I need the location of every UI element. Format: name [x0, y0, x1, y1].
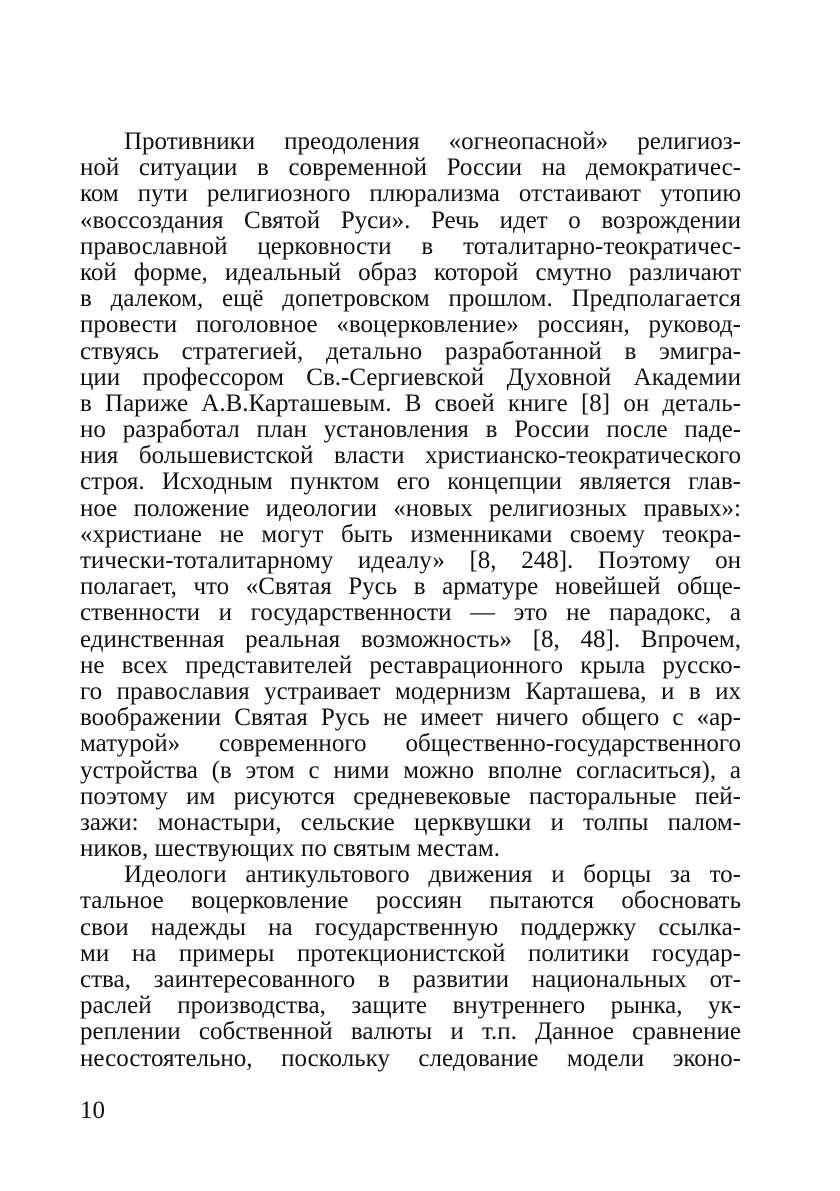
text-line: строя. Исходным пунктом его концепции является глав- — [80, 468, 741, 496]
text-line: не всех представителей реставрационного крыла русско- — [80, 651, 741, 679]
text-line: но разработал план установления в России после паде- — [80, 416, 741, 444]
text-line: устройства (в этом с ними можно вполне согласиться), а — [80, 756, 741, 784]
text-line: матурой» современного общественно-государственного — [80, 730, 741, 758]
text-line: ной ситуации в современной России на демократичес- — [80, 154, 741, 182]
text-line: в далеком, ещё допетровском прошлом. Предполагается — [80, 285, 741, 313]
text-line: ния большевистской власти христианско-теократического — [80, 442, 741, 470]
text-line: зажи: монастыри, сельские церквушки и толпы палом- — [80, 808, 741, 836]
text-line: ми на примеры протекционистской политики государ- — [80, 939, 741, 967]
text-line: го православия устраивает модернизм Карташева, и в их — [80, 677, 741, 705]
text-line: Идеологи антикультового движения и борцы за то- — [124, 861, 741, 889]
text-line: полагает, что «Святая Русь в арматуре новейшей обще- — [80, 573, 741, 601]
text-line: свои надежды на государственную поддержку ссылка- — [80, 913, 741, 941]
text-line: ции профессором Св.-Сергиевской Духовной Академии — [80, 363, 741, 391]
text-line: единственная реальная возможность» [8, 48]. Впрочем, — [80, 625, 741, 653]
text-line: реплении собственной валюты и т.п. Данное сравнение — [80, 1018, 741, 1046]
text-line: ственности и государственности — это не парадокс, а — [80, 599, 741, 627]
text-line: провести поголовное «воцерковление» россиян, руковод- — [80, 311, 741, 339]
text-line: «христиане не могут быть изменниками своему теокра- — [80, 520, 741, 548]
text-line: православной церковности в тоталитарно-теократичес- — [80, 232, 741, 260]
text-line: кой форме, идеальный образ которой смутно различают — [80, 258, 741, 286]
text-line: поэтому им рисуются средневековые пасторальные пей- — [80, 782, 741, 810]
text-line: ное положение идеологии «новых религиозных правых»: — [80, 494, 741, 522]
text-line: воображении Святая Русь не имеет ничего общего с «ар- — [80, 704, 741, 732]
page-number: 10 — [80, 1097, 105, 1124]
text-line: в Париже А.В.Карташевым. В своей книге [8] он деталь- — [80, 389, 741, 417]
page-body — [80, 129, 741, 1072]
text-line: Противники преодоления «огнеопасной» религиоз- — [124, 128, 741, 155]
text-line: тальное воцерковление россиян пытаются обосновать — [80, 887, 741, 915]
text-line: ников, шествующих по святым местам. — [80, 835, 500, 863]
text-line: ком пути религиозного плюрализма отстаивают утопию — [80, 180, 741, 208]
text-line: ства, заинтересованного в развитии национальных от- — [80, 966, 741, 993]
text-line: раслей производства, защите внутреннего рынка, ук- — [80, 992, 741, 1020]
text-line: ствуясь стратегией, детально разработанной в эмигра- — [80, 337, 741, 365]
text-line: «воссоздания Святой Руси». Речь идет о возрождении — [80, 206, 741, 234]
text-line: несостоятельно, поскольку следование модели эконо- — [80, 1044, 741, 1072]
text-line: тически-тоталитарному идеалу» [8, 248]. Поэтому он — [80, 547, 741, 574]
